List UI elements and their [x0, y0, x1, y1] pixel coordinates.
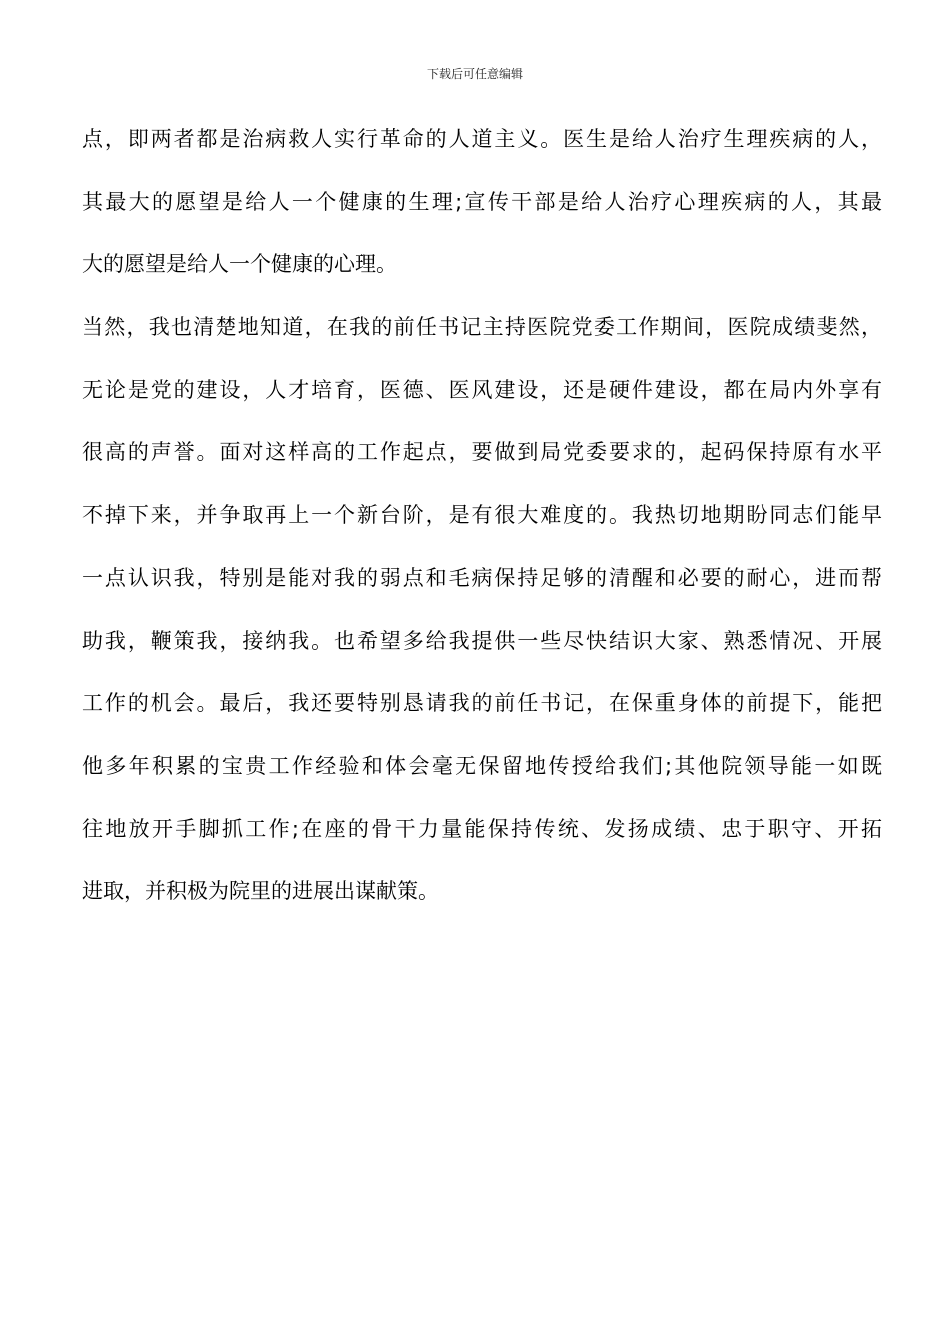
text-line: 进取，并积极为院里的进展出谋献策。 [82, 879, 439, 904]
text-line: 无论是党的建设，人才培育，医德、医风建设，还是硬件建设，都在局内外享有 [82, 377, 882, 402]
text-line: 他多年积累的宝贵工作经验和体会毫无保留地传授给我们;其他院领导能一如既 [82, 753, 882, 778]
text-line: 点，即两者都是治病救人实行革命的人道主义。医生是给人治疗生理疾病的人， [82, 127, 882, 151]
text-line: 工作的机会。最后，我还要特别恳请我的前任书记，在保重身体的前提下，能把 [82, 691, 882, 716]
text-line: 助我，鞭策我，接纳我。也希望多给我提供一些尽快结识大家、熟悉情况、开展 [82, 628, 882, 653]
text-line: 大的愿望是给人一个健康的心理。 [82, 252, 397, 277]
document-body [82, 108, 882, 923]
text-line: 很高的声誉。面对这样高的工作起点，要做到局党委要求的，起码保持原有水平 [82, 440, 882, 465]
text-line: 一点认识我，特别是能对我的弱点和毛病保持足够的清醒和必要的耐心，进而帮 [82, 565, 882, 590]
text-line: 往地放开手脚抓工作;在座的骨干力量能保持传统、发扬成绩、忠于职守、开拓 [82, 816, 882, 841]
page-header-note: 下载后可任意编辑 [426, 67, 523, 81]
text-line: 不掉下来，并争取再上一个新台阶，是有很大难度的。我热切地期盼同志们能早 [82, 503, 882, 528]
text-line: 其最大的愿望是给人一个健康的生理;宣传干部是给人治疗心理疾病的人，其最 [82, 189, 882, 214]
text-line: 当然，我也清楚地知道，在我的前任书记主持医院党委工作期间，医院成绩斐然， [82, 315, 882, 340]
